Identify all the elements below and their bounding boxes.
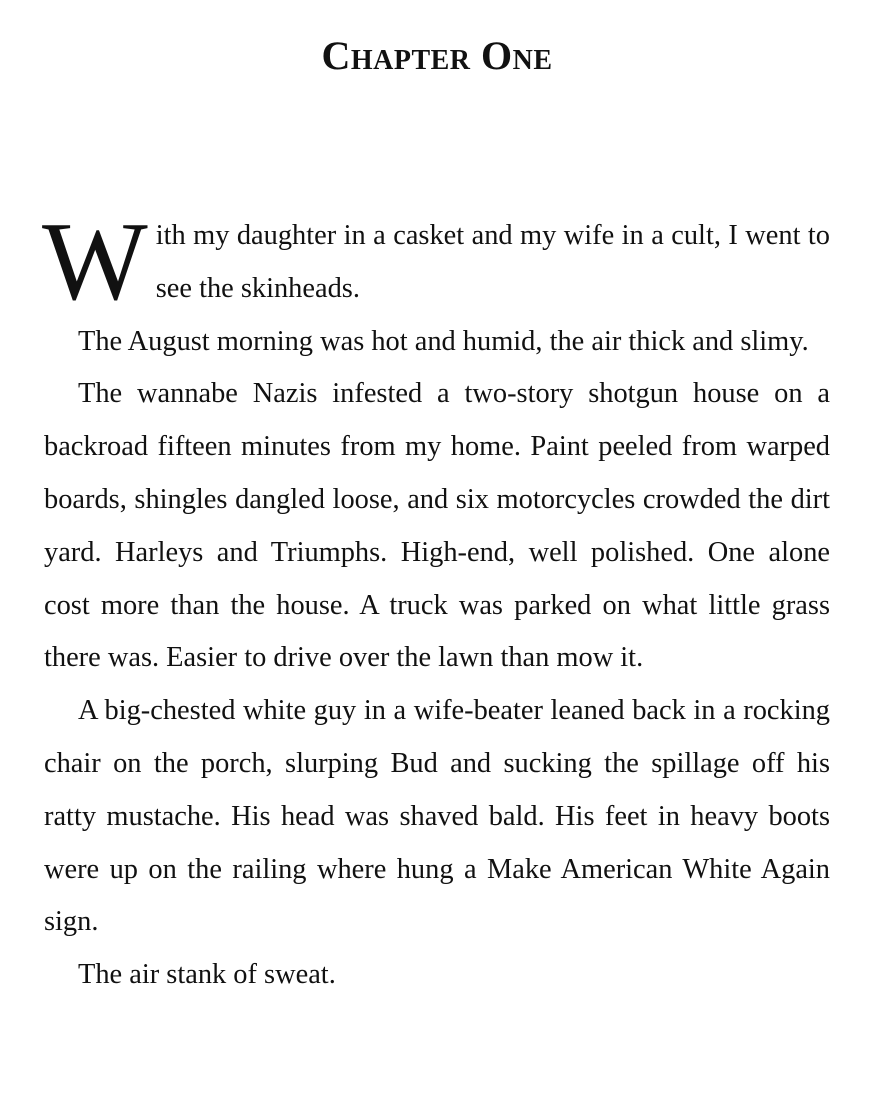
paragraph-1-text: ith my daughter in a casket and my wife in a cult, I went to see the skinheads. — [155, 220, 830, 304]
page — [44, 0, 830, 1002]
paragraph-1 — [42, 200, 830, 324]
paragraph-4: A big-chested white guy in a wife-beater leaned back in a rocking chair on the porch, slurping Bud and sucking the spillage off his ratty mustache. His head was shaved bald. His feet in heavy boots were up on the railing where hung a Make American White Again sign. — [44, 695, 830, 938]
paragraph-3: The wannabe Nazis infested a two-story shotgun house on a backroad fifteen minutes from my home. Paint peeled from warped boards, shingles dangled loose, and six motorcycles crowded the dirt yard. Harleys and Triumphs. High-end, well polished. One alone cost more than the house. A truck was parked on what little grass there was. Easier to drive over the lawn than mow it. — [44, 378, 830, 674]
chapter-body — [42, 200, 830, 1002]
chapter-title: Chapter One — [321, 33, 553, 78]
drop-cap: W — [42, 200, 148, 324]
paragraph-2: The August morning was hot and humid, the air thick and slimy. — [78, 325, 809, 357]
paragraph-5: The air stank of sweat. — [78, 959, 336, 991]
